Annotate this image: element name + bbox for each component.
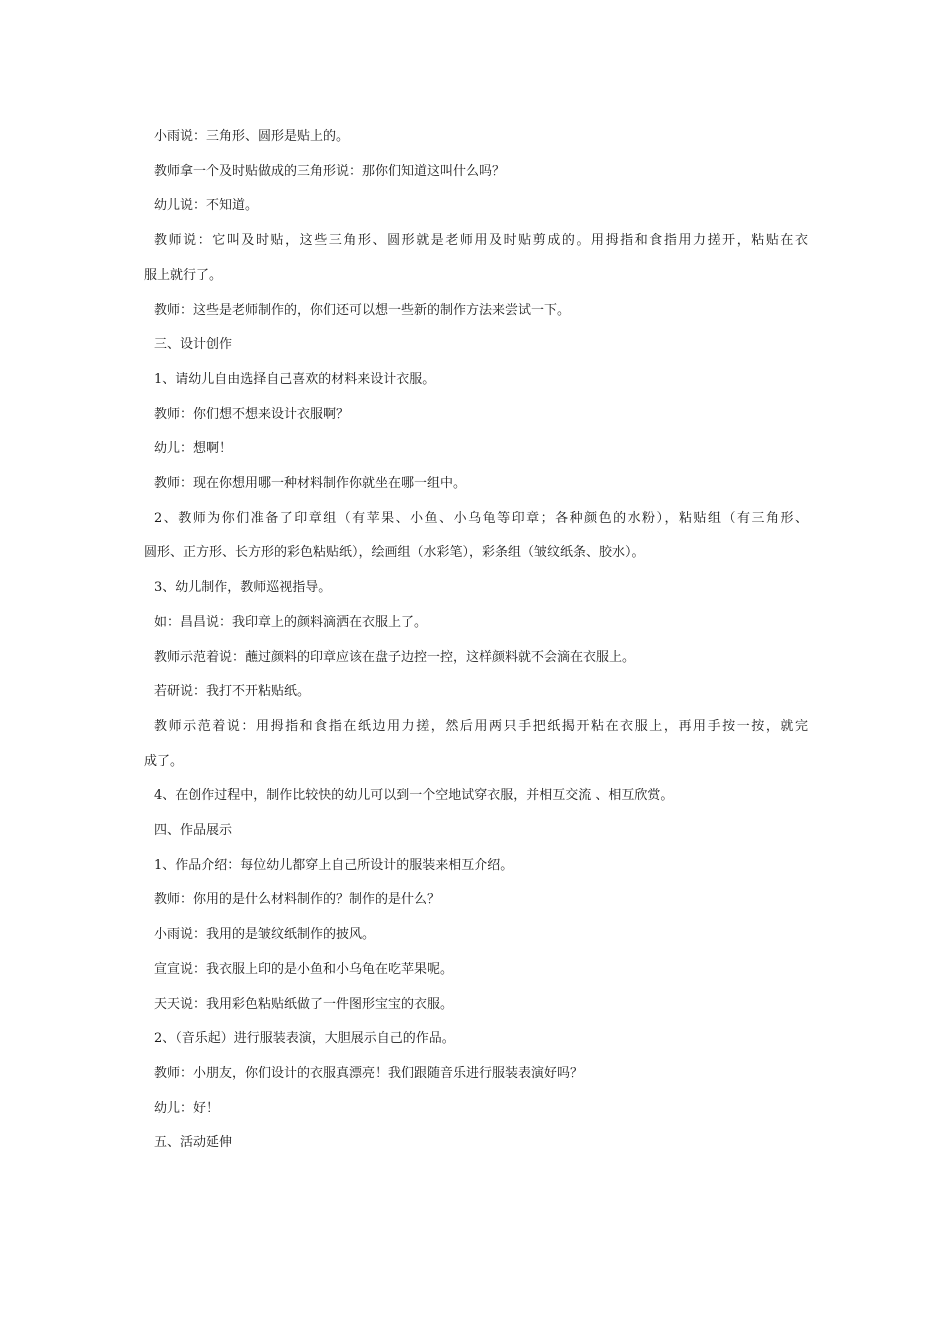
paragraph: 若研说：我打不开粘贴纸。 (154, 684, 311, 700)
paragraph: 教师示范着说：蘸过颜料的印章应该在盘子边控一控，这样颜料就不会滴在衣服上。 (154, 649, 636, 665)
paragraph: 1、请幼儿自由选择自己喜欢的材料来设计衣服。 (154, 371, 436, 387)
paragraph: 幼儿：想啊！ (154, 441, 233, 457)
paragraph-continuation: 成了。 (144, 753, 184, 769)
paragraph: 小雨说：三角形、圆形是贴上的。 (154, 129, 350, 144)
paragraph: 2、（音乐起）进行服装表演，大胆展示自己的作品。 (154, 1031, 455, 1047)
paragraph: 宣宣说：我衣服上印的是小鱼和小乌龟在吃苹果呢。 (154, 961, 454, 977)
paragraph: 教师：你用的是什么材料制作的？制作的是什么？ (154, 892, 441, 908)
paragraph: 教师：现在你想用哪一种材料制作你就坐在哪一组中。 (154, 476, 467, 492)
paragraph: 3、幼儿制作，教师巡视指导。 (154, 580, 332, 596)
paragraph: 1、作品介绍：每位幼儿都穿上自己所设计的服装来相互介绍。 (154, 857, 514, 873)
paragraph: 小雨说：我用的是皱纹纸制作的披风。 (154, 927, 376, 943)
paragraph: 教师：小朋友，你们设计的衣服真漂亮！我们跟随音乐进行服装表演好吗？ (154, 1065, 584, 1081)
paragraph: 幼儿：好！ (154, 1100, 220, 1116)
paragraph: 2、教师为你们准备了印章组（有苹果、小鱼、小乌龟等印章；各种颜色的水粉），粘贴组（有三角形、 (154, 510, 808, 526)
paragraph: 如：昌昌说：我印章上的颜料滴洒在衣服上了。 (154, 614, 428, 630)
section-heading: 四、作品展示 (154, 823, 233, 839)
section-heading: 五、活动延伸 (154, 1135, 233, 1151)
paragraph: 教师：这些是老师制作的，你们还可以想一些新的制作方法来尝试一下。 (154, 302, 571, 318)
paragraph: 教师拿一个及时贴做成的三角形说：那你们知道这叫什么吗？ (154, 163, 506, 179)
paragraph: 天天说：我用彩色粘贴纸做了一件图形宝宝的衣服。 (154, 996, 454, 1012)
paragraph: 教师说：它叫及时贴，这些三角形、圆形就是老师用及时贴剪成的。用拇指和食指用力搓开，粘贴在衣 (154, 233, 808, 249)
paragraph: 幼儿说：不知道。 (154, 198, 259, 214)
paragraph: 教师示范着说：用拇指和食指在纸边用力搓，然后用两只手把纸揭开粘在衣服上，再用手按一按，就完 (154, 718, 808, 734)
paragraph: 4、在创作过程中，制作比较快的幼儿可以到一个空地试穿衣服，并相互交流 、相互欣赏。 (154, 788, 674, 804)
paragraph-continuation: 服上就行了。 (144, 267, 223, 283)
document-body (144, 120, 808, 1161)
paragraph: 教师：你们想不想来设计衣服啊？ (154, 406, 350, 422)
section-heading: 三、设计创作 (154, 337, 233, 353)
paragraph-continuation: 圆形、正方形、长方形的彩色粘贴纸），绘画组（水彩笔），彩条组（皱纹纸条、胶水）。 (144, 545, 645, 561)
